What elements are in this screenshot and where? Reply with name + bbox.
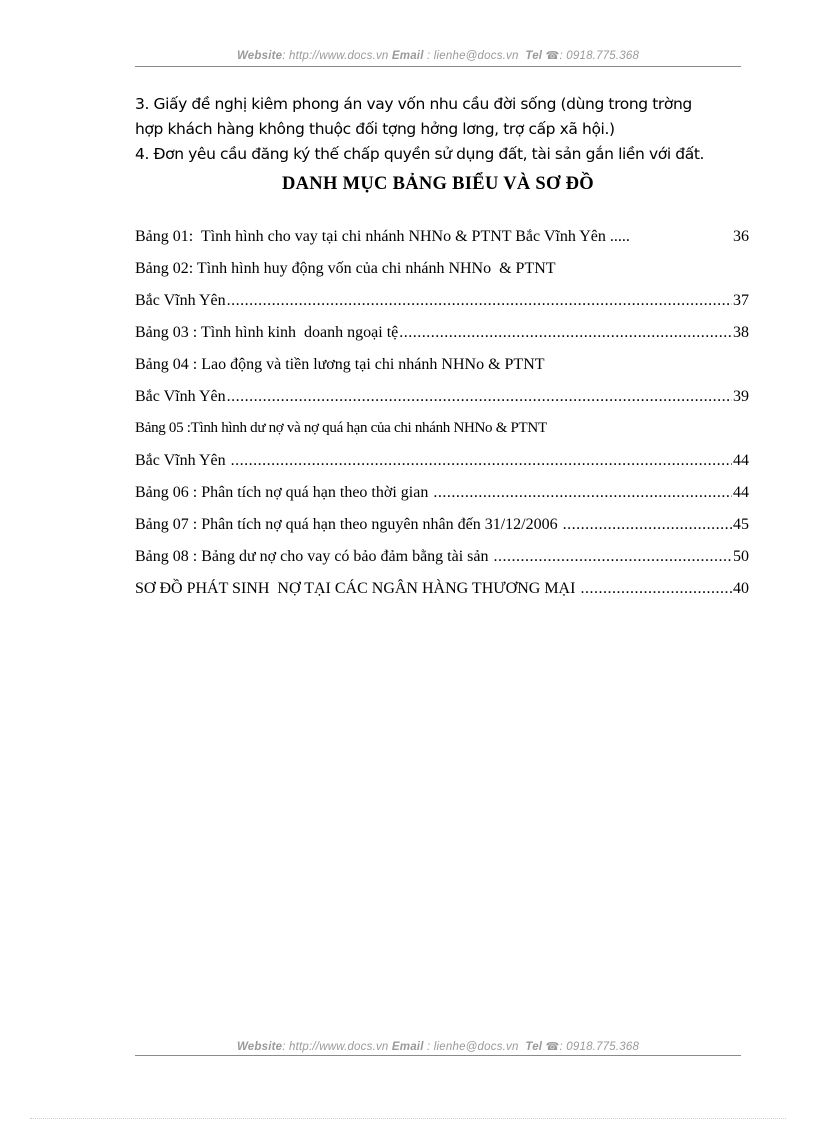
toc-entry-text: Bắc Vĩnh Yên xyxy=(135,292,226,309)
footer-tel-value: : 0918.775.368 xyxy=(559,1041,640,1053)
toc-entry-text: Bảng 07 : Phân tích nợ quá hạn theo nguyên nhân đến 31/12/2006 xyxy=(135,516,562,533)
header-website-label: Website xyxy=(236,50,283,62)
toc-entry-page: 37 xyxy=(733,292,749,309)
footer-email-value: : lienhe@docs.vn xyxy=(427,1041,519,1053)
toc-entry-page: 45 xyxy=(733,516,749,533)
toc-entry-page: 36 xyxy=(733,228,749,245)
toc-entry-page: 44 xyxy=(733,484,749,501)
body-paragraph-3: 4. Đơn yêu cầu đăng ký thế chấp quyền sử dụng đất, tài sản gắn liền với đất. xyxy=(135,145,705,163)
toc-leader-dots xyxy=(227,388,732,406)
phone-icon: ☎ xyxy=(545,1041,560,1053)
phone-icon: ☎ xyxy=(545,50,560,62)
toc-entry xyxy=(135,548,749,570)
toc-entry-text: Bắc Vĩnh Yên xyxy=(135,452,230,469)
page-edge-divider xyxy=(30,1118,786,1119)
toc-entry-page: 44 xyxy=(733,452,749,469)
toc-entry xyxy=(135,516,749,538)
toc-leader-dots xyxy=(433,484,732,502)
footer-email-label: Email xyxy=(391,1041,424,1053)
toc-entry-text: Bắc Vĩnh Yên xyxy=(135,388,226,405)
toc-entry-text: Bảng 06 : Phân tích nợ quá hạn theo thời gian xyxy=(135,484,433,501)
toc-entry xyxy=(135,388,749,410)
toc-entry xyxy=(135,452,749,474)
toc-entry xyxy=(135,324,749,346)
toc-entry xyxy=(135,420,749,442)
toc-entry-page: 39 xyxy=(733,388,749,405)
toc-entry-text: Bảng 04 : Lao động và tiền lương tại chi nhánh NHNo & PTNT xyxy=(135,356,545,373)
toc-leader-dots xyxy=(231,452,732,470)
toc-entry-text: Bảng 08 : Bảng dư nợ cho vay có bảo đảm bằng tài sản xyxy=(135,548,493,565)
footer-website-label: Website xyxy=(236,1041,283,1053)
body-paragraph-2: hợp khách hàng không thuộc đối tợng hởng lơng, trợ cấp xã hội.) xyxy=(135,120,615,138)
toc-entry-page: 40 xyxy=(733,580,749,597)
footer-rule xyxy=(135,1055,741,1056)
page-footer xyxy=(135,1040,741,1053)
toc-leader-dots xyxy=(227,292,732,310)
toc-entry-text: Bảng 05 :Tình hình dư nợ và nợ quá hạn của chi nhánh NHNo & PTNT xyxy=(135,420,547,436)
footer-tel-label: Tel xyxy=(525,1041,543,1053)
section-title: DANH MỤC BẢNG BIỂU VÀ SƠ ĐỒ xyxy=(281,174,594,194)
toc-entry xyxy=(135,484,749,506)
header-tel-value: : 0918.775.368 xyxy=(559,50,640,62)
header-email-label: Email xyxy=(391,50,424,62)
toc-entry xyxy=(135,580,749,602)
header-rule xyxy=(135,66,741,67)
toc-entry-page: 38 xyxy=(733,324,749,341)
footer-website-value: : http://www.docs.vn xyxy=(282,1041,389,1053)
page-header xyxy=(135,49,741,62)
toc-entry-text: Bảng 01: Tình hình cho vay tại chi nhánh NHNo & PTNT Bắc Vĩnh Yên ..... xyxy=(135,228,630,245)
toc-leader-dots xyxy=(563,516,732,534)
toc-entry xyxy=(135,356,749,378)
toc-entry xyxy=(135,228,749,250)
toc-entry xyxy=(135,292,749,314)
toc-leader-dots xyxy=(399,324,732,342)
header-tel-label: Tel xyxy=(525,50,543,62)
toc-entry-text: Bảng 02: Tình hình huy động vốn của chi nhánh NHNo & PTNT xyxy=(135,260,556,277)
toc-leader-dots xyxy=(494,548,733,566)
header-email-value: : lienhe@docs.vn xyxy=(427,50,519,62)
toc-leader-dots xyxy=(580,580,732,598)
toc-entry-text: SƠ ĐỒ PHÁT SINH NỢ TẠI CÁC NGÂN HÀNG THƯƠNG MẠI xyxy=(135,580,580,597)
toc-entry-page: 50 xyxy=(733,548,749,565)
toc-entry-text: Bảng 03 : Tình hình kinh doanh ngoại tệ xyxy=(135,324,399,341)
toc-entry xyxy=(135,260,749,282)
header-website-value: : http://www.docs.vn xyxy=(282,50,389,62)
body-paragraph-1: 3. Giấy đề nghị kiêm phong án vay vốn nhu cầu đời sống (dùng trong trờng xyxy=(135,95,692,113)
